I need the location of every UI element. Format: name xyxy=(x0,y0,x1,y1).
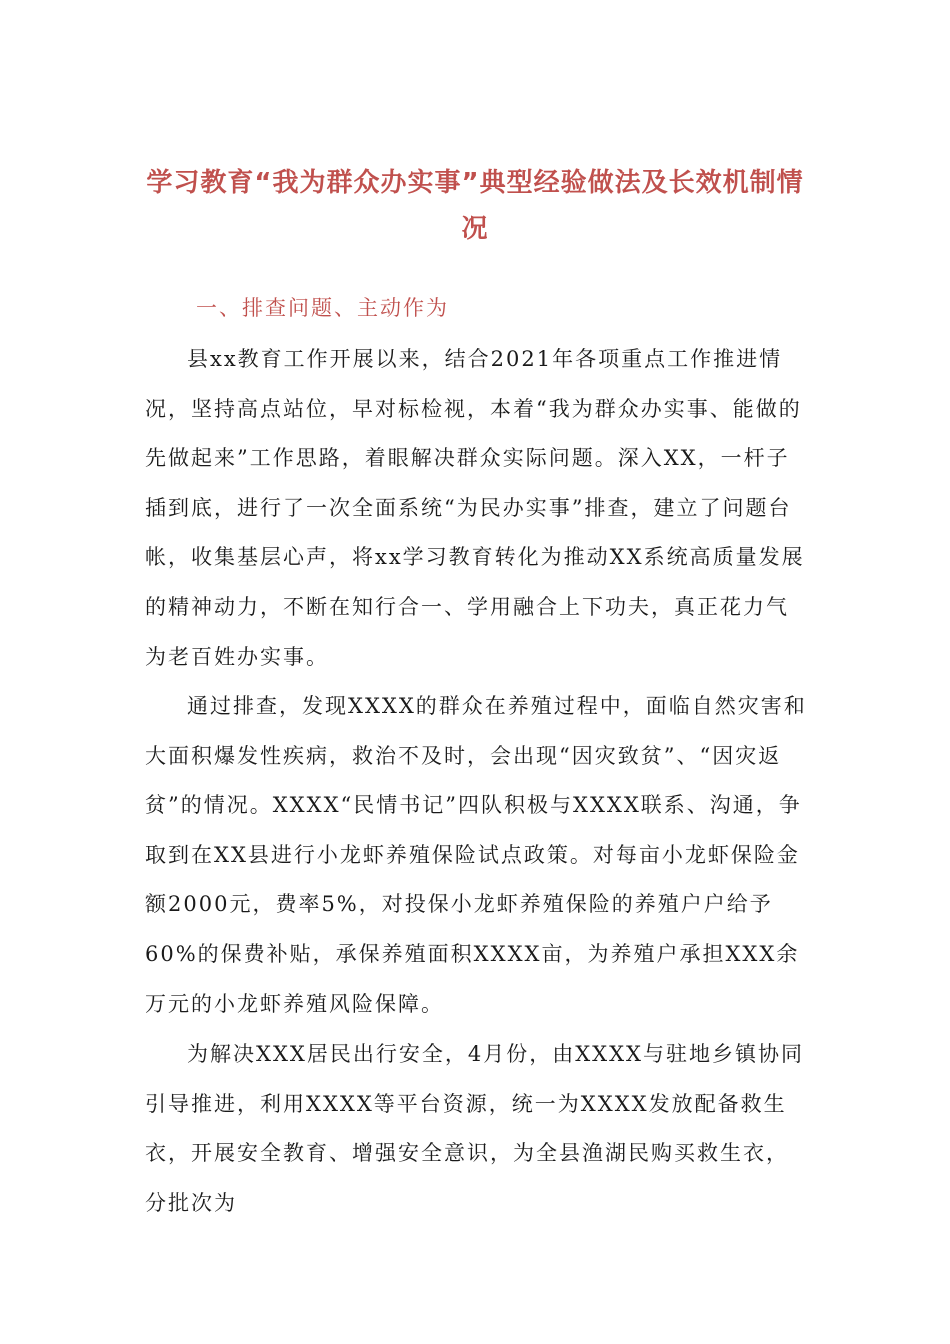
section-heading: 一、排查问题、主动作为 xyxy=(196,296,449,320)
paragraph-3: 为解决XXX居民出行安全，4月份，由XXXX与驻地乡镇协同引导推进，利用XXXX等平台资源，统一为XXXX发放配备救生衣，开展安全教育、增强安全意识，为全县渔湖民购买救生衣，分批次为 xyxy=(145,1042,805,1215)
paragraph-2: 通过排查，发现XXXX的群众在养殖过程中，面临自然灾害和大面积爆发性疾病，救治不及时，会出现“因灾致贫”、“因灾返贫”的情况。XXXX“民情书记”四队积极与XXXX联系、沟通，争取到在XX县进行小龙虾养殖保险试点政策。对每亩小龙虾保险金额2000元，费率5%，对投保小龙虾养殖保险的养殖户户给予60%的保费补贴，承保养殖面积XXXX亩，为养殖户承担XXX余万元的小龙虾养殖风险保障。 xyxy=(145,694,807,1016)
paragraph-1: 县xx教育工作开展以来，结合2021年各项重点工作推进情况，坚持高点站位，早对标检视，本着“我为群众办实事、能做的先做起来”工作思路，着眼解决群众实际问题。深入XX，一杆子插到底，进行了一次全面系统“为民办实事”排查，建立了问题台帐，收集基层心声，将xx学习教育转化为推动XX系统高质量发展的精神动力，不断在知行合一、学用融合上下功夫，真正花力气为老百姓办实事。 xyxy=(145,347,805,669)
document-title: 学习教育“我为群众办实事”典型经验做法及长效机制情况 xyxy=(146,168,804,244)
